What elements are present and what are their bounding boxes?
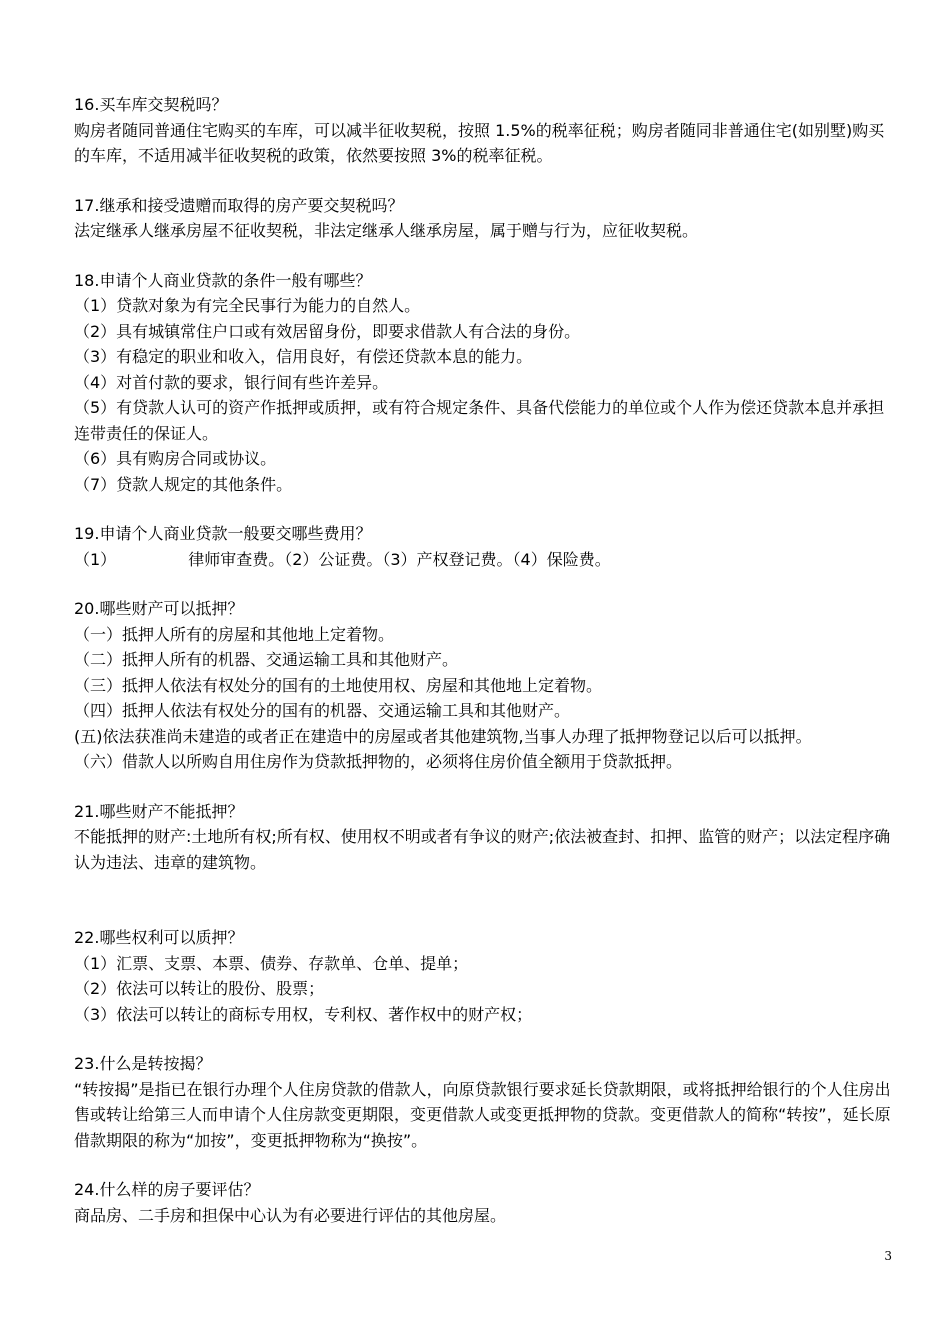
question-17: 17.继承和接受遗赠而取得的房产要交契税吗？ [74,195,404,215]
question-20: 20.哪些财产可以抵押？ [74,599,244,618]
answer-17-line-1: 法定继承人继承房屋不征收契税，非法定继承人继承房屋，属于赠与行为，应征收契税。 [74,221,699,240]
answer-18-item-7: （7）贷款人规定的其他条件。 [74,474,293,494]
answer-23-line-1: “转按揭”是指已在银行办理个人住房贷款的借款人，向原贷款银行要求延长贷款期限，或将抵押给银行的个人住房出售或转让给第三人而申请个人住房款变更期限，变更借款人或变更抵押物的贷款。变更借款人的简称“转按”，延长原借款期限的称为“加按”，变更抵押物称为“换按”。 [74,1079,891,1150]
qa-23 [74,1051,892,1153]
answer-20-item-3: （三）抵押人依法有权处分的国有的土地使用权、房屋和其他地上定着物。 [74,675,603,695]
question-22: 22.哪些权利可以质押？ [74,928,244,947]
question-23: 23.什么是转按揭？ [74,1054,212,1073]
qa-24 [74,1177,892,1228]
answer-22-item-2: （2）依法可以转让的股份、股票； [74,979,325,998]
answer-24-line-1: 商品房、二手房和担保中心认为有必要进行评估的其他房屋。 [74,1205,507,1225]
answer-19-rest: 律师审查费。（2）公证费。（3）产权登记费。（4）保险费。 [188,549,611,569]
question-19: 19.申请个人商业贷款一般要交哪些费用？ [74,524,372,543]
answer-22-item-1: （1）汇票、支票、本票、债券、存款单、仓单、提单； [74,953,469,973]
question-21: 21.哪些财产不能抵押？ [74,801,244,821]
answer-20-item-5: (五)依法获准尚未建造的或者正在建造中的房屋或者其他建筑物,当事人办理了抵押物登记以后可以抵押。 [74,726,812,746]
document-body [74,92,892,1252]
answer-18-item-4: （4）对首付款的要求，银行间有些许差异。 [74,372,389,392]
qa-16 [74,92,892,169]
answer-21-line-1: 不能抵押的财产:土地所有权;所有权、使用权不明或者有争议的财产;依法被查封、扣押、监管的财产；以法定程序确认为违法、违章的建筑物。 [74,827,891,872]
answer-20-item-4: （四）抵押人依法有权处分的国有的机器、交通运输工具和其他财产。 [74,701,571,720]
page-number: 3 [884,1249,892,1263]
qa-21 [74,799,892,876]
answer-19-prefix: （1） [74,549,117,569]
answer-18-item-2: （2）具有城镇常住户口或有效居留身份，即要求借款人有合法的身份。 [74,321,581,341]
answer-16-line-1: 购房者随同普通住宅购买的车库，可以减半征收契税，按照 1.5%的税率征税；购房者随同非普通住宅(如别墅)购买的车库，不适用减半征收契税的政策，依然要按照 3%的税率征税。 [74,120,885,165]
answer-19-line-1 [74,547,892,573]
answer-20-item-1: （一）抵押人所有的房屋和其他地上定着物。 [74,624,395,644]
question-16: 16.买车库交契税吗？ [74,95,228,114]
qa-18 [74,268,892,498]
answer-18-item-5: （5）有贷款人认可的资产作抵押或质押，或有符合规定条件、具备代偿能力的单位或个人作为偿还贷款本息并承担连带责任的保证人。 [74,398,885,443]
qa-22 [74,925,892,1027]
answer-20-item-2: （二）抵押人所有的机器、交通运输工具和其他财产。 [74,650,459,669]
answer-18-item-3: （3）有稳定的职业和收入，信用良好，有偿还贷款本息的能力。 [74,347,533,366]
question-24: 24.什么样的房子要评估？ [74,1180,260,1199]
answer-18-item-1: （1）贷款对象为有完全民事行为能力的自然人。 [74,296,421,315]
qa-19 [74,521,892,572]
answer-22-item-3: （3）依法可以转让的商标专用权，专利权、著作权中的财产权； [74,1004,533,1024]
answer-20-item-6: （六）借款人以所购自用住房作为贷款抵押物的，必须将住房价值全额用于贷款抵押。 [74,752,683,771]
qa-20 [74,596,892,775]
answer-18-item-6: （6）具有购房合同或协议。 [74,449,277,468]
question-18: 18.申请个人商业贷款的条件一般有哪些？ [74,270,372,290]
qa-17 [74,193,892,244]
